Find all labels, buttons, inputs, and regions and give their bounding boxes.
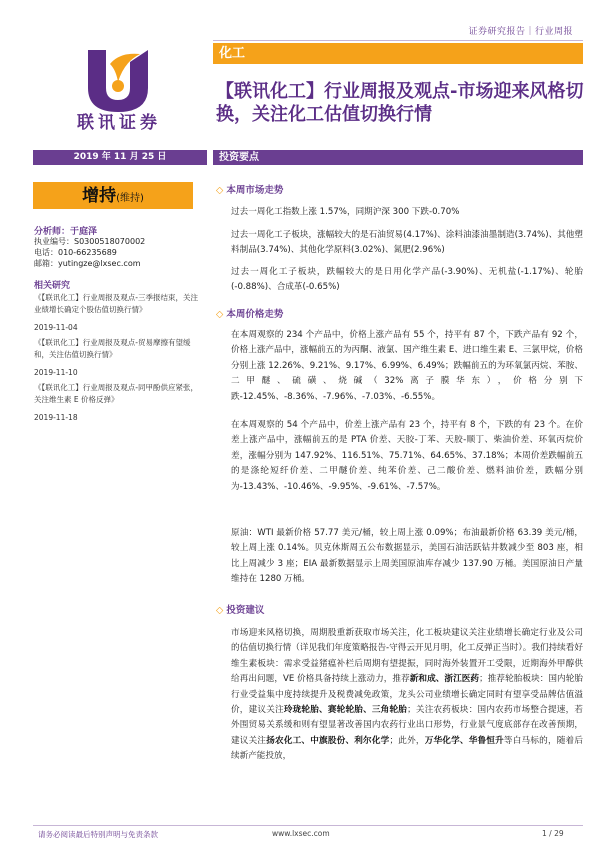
market-paragraph-3: 过去一周化工子板块，跌幅较大的是日用化学产品(-3.90%)、无机盐(-1.17%)、轮胎(-0.88%)、合成革(-0.65%)	[231, 267, 583, 293]
diamond-icon: ◇	[216, 605, 224, 616]
diamond-icon: ◇	[216, 185, 224, 196]
disclaimer-note: 请务必阅读最后特别声明与免责条款	[38, 830, 158, 839]
sector-label: 化工	[213, 43, 583, 64]
analyst-cert: 执业编号：S0300518070002	[34, 237, 146, 246]
section-heading: 投资要点	[213, 150, 583, 165]
market-trend-heading: ◇ 本周市场走势	[216, 185, 284, 196]
diamond-icon: ◇	[216, 309, 224, 320]
report-date: 2019 年 11 月 25 日	[33, 150, 207, 165]
report-type-tag: 证券研究报告｜行业周报	[468, 27, 573, 37]
recommended-stocks: 万华化学、华鲁恒升	[424, 735, 504, 746]
market-paragraph-1: 过去一周化工指数上涨 1.57%，同期沪深 300 下跌-0.70%	[231, 207, 460, 217]
price-paragraph-3: 原油：WTI 最新价格 57.77 美元/桶，较上周上涨 0.09%；布油最新价格 63.39 美元/桶，较上周上涨 0.14%。贝克休斯周五公布数据显示，美国石油活跃钻井数减少至 803 座，相比上周减少 3 座；EIA 最新数据显示上周美国原油库存减少 137.90 万桶。美国原油日产量维持在 1280 万桶。	[231, 528, 583, 585]
related-research-heading: 相关研究	[34, 281, 71, 291]
logo-wordmark: 联讯证券	[77, 113, 161, 133]
advice-heading: ◇ 投资建议	[216, 605, 265, 616]
website-link[interactable]: www.lxsec.com	[272, 829, 330, 838]
analyst-email[interactable]: 邮箱：yutingze@lxsec.com	[34, 259, 141, 268]
recommended-stocks: 玲珑轮胎、赛轮轮胎、三角轮胎	[283, 705, 408, 716]
report-title: 【联讯化工】行业周报及观点-市场迎来风格切换，关注化工估值切换行情	[216, 81, 584, 125]
related-item-date: 2019-11-18	[34, 413, 78, 422]
market-paragraph-2: 过去一周化工子板块，涨幅较大的是石油贸易(4.17%)、涂料油漆油墨制造(3.74%)、其他塑料制品(3.74%)、其他化学原料(3.02%)、氮肥(2.96%)	[231, 230, 583, 256]
related-item-title[interactable]: 《【联讯化工】行业周报及观点-贸易摩擦有望缓和，关注估值切换行情》	[34, 338, 191, 359]
advice-paragraph: 市场迎来风格切换，周期股重新获取市场关注，化工板块建议关注业绩增长确定行业及公司的估值切换行情（详见我们年度策略报告-守得云开见月明，化工反弹正当时）。我们持续看好维生素板块：需求受益猪瘟补栏后周期有望提振，同时海外装置开工受限，近期海外甲醇供给再出问题，VE 价格具备持续上涨动力，推荐新和成、浙江医药；推荐轮胎板块：国内轮胎行业受益集中度持续提升及税费减免政策，龙头公司业绩增长确定同时有望享受品牌估值溢价，建议关注玲珑轮胎、赛轮轮胎、三角轮胎；关注农药板块：国内农药市场整合提速，若外围贸易关系缓和则有望显著改善国内农药行业出口形势，行业景气度底部存在改善预期，建议关注扬农化工、中旗股份、利尔化学；此外，万华化学、华鲁恒升等白马标的，随着后续新产能投放，	[231, 628, 583, 762]
rating-badge	[33, 182, 193, 209]
related-item-title[interactable]: 《【联讯化工】行业周报及观点-同甲酚供应紧张，关注维生素 E 价格反弹》	[34, 383, 198, 404]
logo-emblem-icon	[58, 42, 178, 112]
rating-main: 增持	[82, 186, 117, 206]
price-trend-heading: ◇ 本周价格走势	[216, 309, 284, 320]
related-item-date: 2019-11-04	[34, 323, 78, 332]
recommended-stocks: 扬农化工、中旗股份、利尔化学	[266, 735, 390, 746]
recommended-stocks: 新和成、浙江医药	[409, 674, 480, 685]
rating-sub: (维持)	[116, 193, 144, 204]
related-item-title[interactable]: 《【联讯化工】行业周报及观点-三季报结束，关注业绩增长确定个股估值切换行情》	[34, 293, 198, 314]
price-paragraph-1: 在本周观察的 234 个产品中，价格上涨产品有 55 个，持平有 87 个，下跌产品有 92 个，价格上涨产品中，涨幅前五的为丙酮、液氯、国产维生素 E、进口维生素 E、三氯甲烷，价格分别上涨 12.26%、9.21%、9.17%、6.99%、6.49%；跌幅前五的为环氧氯丙烷、苯胺、二甲醚、硫磺、烧碱（32%离子膜华东），价格分别下跌-12.45%、-8.36%、-7.96%、-7.03%、-6.55%。	[231, 330, 583, 402]
related-item-date: 2019-11-10	[34, 368, 78, 377]
footer-divider	[33, 825, 583, 826]
page-number: 1 / 29	[542, 829, 564, 838]
analyst-phone: 电话：010-66235689	[34, 248, 117, 257]
analyst-name: 分析师：于庭泽	[34, 227, 98, 237]
top-divider	[213, 40, 583, 41]
price-paragraph-2: 在本周观察的 54 个产品中，价差上涨产品有 23 个，持平有 8 个，下跌的有 23 个。在价差上涨产品中，涨幅前五的是 PTA 价差、天胶-丁苯、天胶-顺丁、柴油价差、环氧丙烷价差，涨幅分别为 147.92%、116.51%、75.71%、64.65%、37.18%；本周价差跌幅前五的是涤纶短纤价差、二甲醚价差、纯苯价差、己二酸价差、燃料油价差，跌幅分别为-13.43%、-10.46%、-9.95%、-9.61%、-7.57%。	[231, 420, 583, 492]
